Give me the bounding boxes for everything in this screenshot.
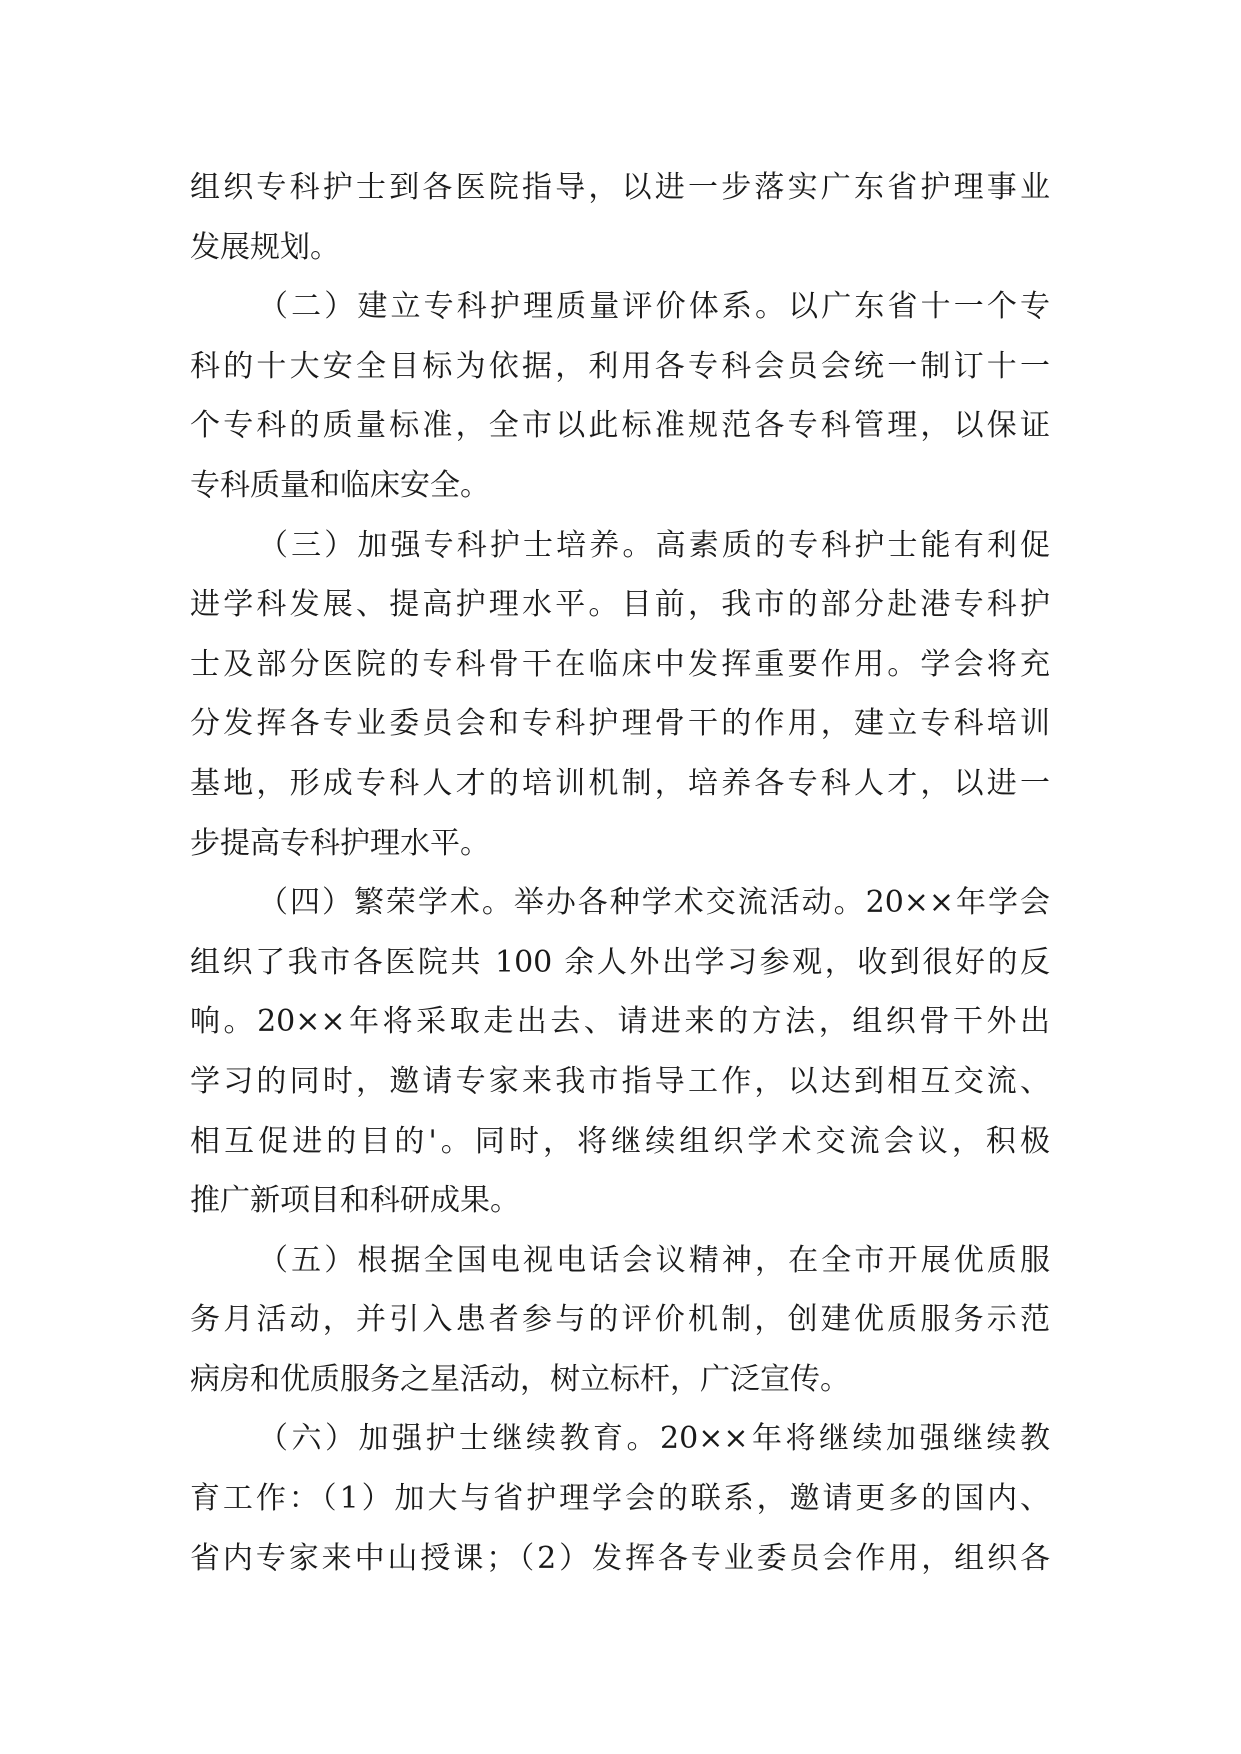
- text-line: 响。20××年将采取走出去、请进来的方法，组织骨干外出: [190, 1004, 1050, 1040]
- text-line: 士及部分医院的专科骨干在临床中发挥重要作用。学会将充: [190, 646, 1050, 682]
- text-line: 育工作：（1）加大与省护理学会的联系，邀请更多的国内、: [190, 1481, 1050, 1517]
- text-line: 务月活动，并引入患者参与的评价机制，创建优质服务示范: [190, 1302, 1050, 1338]
- text-line: （三）加强专科护士培养。高素质的专科护士能有利促: [258, 527, 1050, 563]
- text-line: 省内专家来中山授课；（2）发挥各专业委员会作用，组织各: [190, 1540, 1050, 1576]
- text-line: 发展规划。: [190, 229, 340, 265]
- text-line: 学习的同时，邀请专家来我市指导工作，以达到相互交流、: [190, 1063, 1050, 1099]
- text-line: 基地，形成专科人才的培训机制，培养各专科人才，以进一: [190, 765, 1050, 801]
- text-line: 相互促进的目的'。同时，将继续组织学术交流会议，积极: [190, 1123, 1050, 1159]
- text-line: （二）建立专科护理质量评价体系。以广东省十一个专: [258, 289, 1050, 325]
- text-line: 病房和优质服务之星活动，树立标杆，广泛宣传。: [190, 1361, 850, 1397]
- text-line: 组织专科护士到各医院指导，以进一步落实广东省护理事业: [190, 170, 1050, 205]
- text-line: 专科质量和临床安全。: [190, 467, 490, 503]
- text-line: 步提高专科护理水平。: [190, 825, 490, 861]
- text-line: 进学科发展、提高护理水平。目前，我市的部分赴港专科护: [190, 587, 1050, 623]
- document-body: [190, 158, 1050, 1588]
- text-line: 分发挥各专业委员会和专科护理骨干的作用，建立专科培训: [190, 706, 1050, 742]
- text-line: 推广新项目和科研成果。: [190, 1183, 520, 1219]
- text-line: （四）繁荣学术。举办各种学术交流活动。20××年学会: [258, 885, 1050, 921]
- text-line: 组织了我市各医院共 100 余人外出学习参观，收到很好的反: [190, 944, 1050, 980]
- text-line: 个专科的质量标准，全市以此标准规范各专科管理，以保证: [190, 408, 1050, 444]
- text-line: 科的十大安全目标为依据，利用各专科会员会统一制订十一: [190, 348, 1050, 384]
- text-line: （六）加强护士继续教育。20××年将继续加强继续教: [258, 1421, 1050, 1457]
- text-line: （五）根据全国电视电话会议精神，在全市开展优质服: [258, 1242, 1050, 1278]
